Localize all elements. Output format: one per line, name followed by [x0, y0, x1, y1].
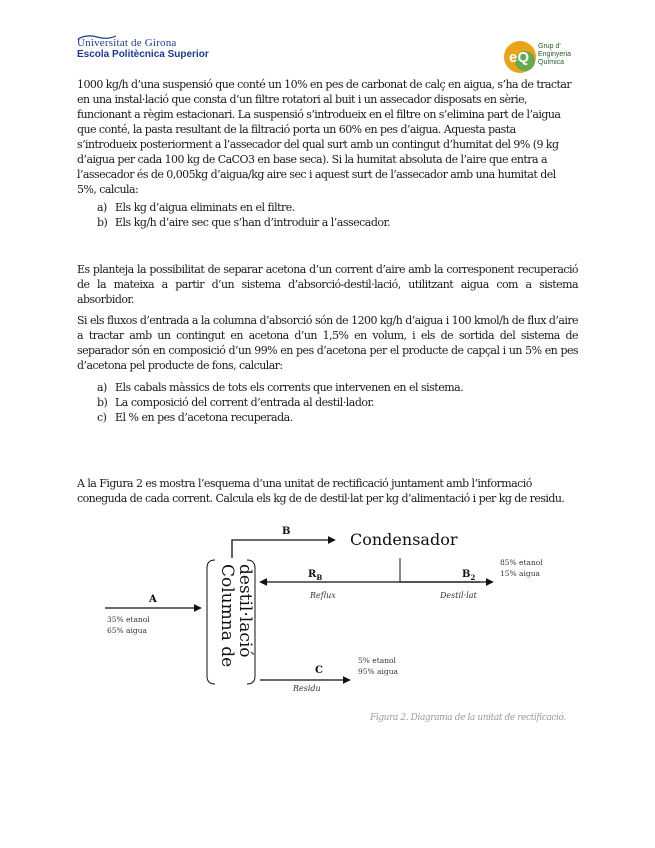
page-header [0, 0, 655, 80]
condenser-label: Condensador [350, 530, 458, 549]
list-item: b) La composició del corrent d’entrada al destil·lador. [97, 396, 375, 409]
university-name: Universitat de Girona [77, 37, 177, 49]
group-name: Grup d' Enginyeria Química [538, 43, 572, 66]
problem2-body: Si els fluxos d’entrada a la columna d’absorció són de 1200 kg/h d’aigua i 100 kmol/h de flux d’aire a tractar amb un contingut en acetona d’un 1,5% en volum, i els de sortida del sistema de separador són en composició d’un 99% en pes d’acetona per el producte de capçal i un 5% en pes d’acetona pel producte de fons, calcular: [77, 314, 578, 372]
university-logo [77, 37, 209, 60]
figure-caption: Figura 2. Diagrama de la unitat de rectificació. [370, 713, 566, 723]
svg-text:Columna de: Columna de [217, 564, 237, 668]
problem1-questions [97, 200, 577, 230]
stream-rb-label: $R_B$ [308, 569, 323, 582]
svg-text:eQ: eQ [509, 49, 530, 66]
problem1-statement: 1000 kg/h d’una suspensió que conté un 10% en pes de carbonat de calç en aigua, s’ha de tractar en una instal·lació que consta d’un filtre rotatori al buit i un assecador disposats en sèrie, funcionant a règim estacionari. La suspensió s’introdueix en el filtre on s’elimina part de l’aigua que conté, la pasta resultant de la filtració porta un 60% en pes d’aigua. Aquesta pasta s’introdueix posteriorment a l’assecador del qual surt amb un contingut d’humitat del 9% (9 kg d’aigua per cada 100 kg de CaCO3 en base seca). Si la humitat absoluta de l’aire que entra a l’assecador és de 0,005kg d’aigua/kg aire sec i aquest surt de l’assecador amb una humitat del 5%, calcula: [77, 78, 572, 196]
problem2-intro: Es planteja la possibilitat de separar acetona d’un corrent d’aire amb la corresponent recuperació de la mateixa a partir d’un sistema d’absorció-destil·lació, utilitzant aigua com a sistema absorbidor. [77, 263, 578, 306]
eq-logo-icon [503, 40, 537, 74]
list-item: c) El % en pes d’acetona recuperada. [97, 411, 293, 424]
stream-c-label: C [315, 665, 323, 676]
list-item: b) Els kg/h d’aire sec que s’han d’introduir a l’assecador. [97, 216, 391, 229]
svg-text:destil·lació: destil·lació [235, 564, 255, 658]
distillate-comp1: 85% etanol [500, 558, 543, 567]
residue-name: Residu [293, 684, 321, 693]
distillate-name: Destil·lat [440, 591, 477, 600]
stream-a-label: A [149, 594, 157, 605]
list-item: a) Els cabals màssics de tots els corrents que intervenen en el sistema. [97, 381, 464, 394]
problem2-questions [97, 380, 577, 425]
group-logo [503, 40, 583, 74]
list-item: a) Els kg d’aigua eliminats en el filtre. [97, 201, 295, 214]
feed-comp2: 65% aigua [107, 626, 148, 635]
stream-b-label: B [282, 526, 291, 537]
stream-b2-label: $B_2$ [462, 569, 476, 582]
feed-comp1: 35% etanol [107, 615, 150, 624]
reflux-name: Reflux [310, 591, 336, 600]
problem3-statement: A la Figura 2 es mostra l’esquema d’una unitat de rectificació juntament amb l’informació coneguda de cada corrent. Calcula els kg de de destil·lat per kg d’alimentació i per kg de residu. [77, 477, 565, 505]
distillate-comp2: 15% aigua [500, 569, 541, 578]
column-label [217, 564, 255, 667]
school-name: Escola Politècnica Superior [77, 49, 209, 60]
residue-comp1: 5% etanol [358, 656, 396, 665]
rectification-diagram [95, 520, 595, 720]
residue-comp2: 95% aigua [358, 667, 399, 676]
stream-b-line [232, 540, 335, 558]
